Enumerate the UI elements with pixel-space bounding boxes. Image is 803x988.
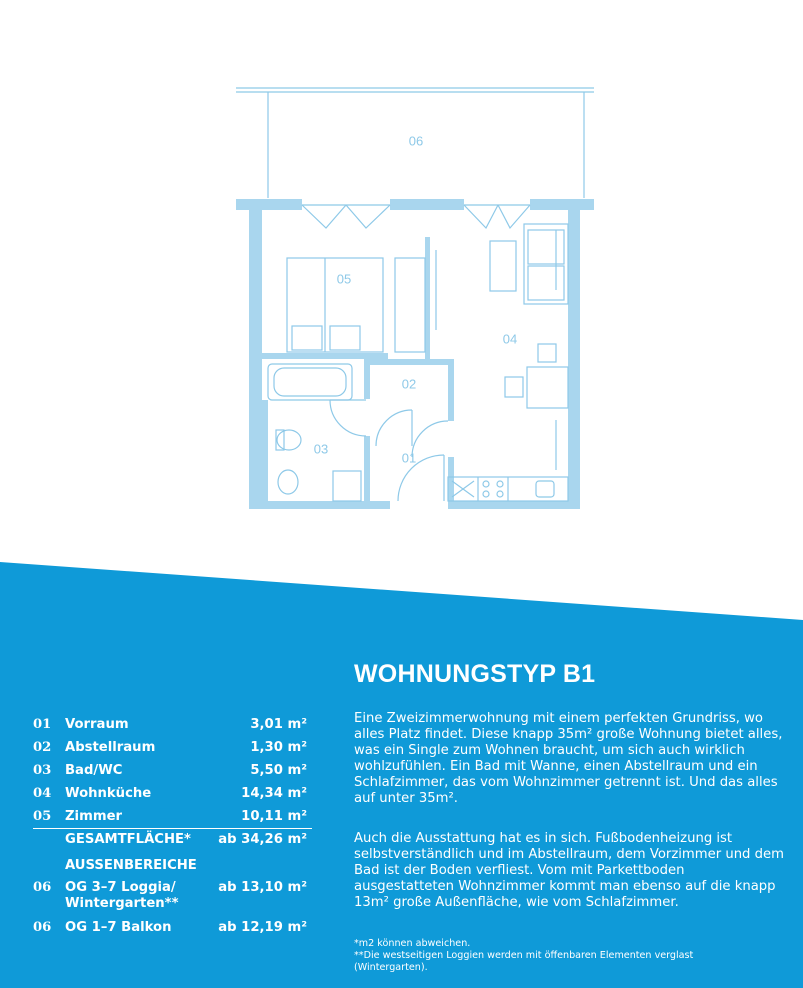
- room-label-02: 02: [401, 376, 417, 392]
- room-area: 14,34 m²: [241, 786, 307, 801]
- footnote: [354, 938, 734, 974]
- total-area: ab 34,26 m²: [218, 832, 307, 847]
- room-name: OG 3–7 Loggia/ Wintergarten**: [65, 880, 179, 911]
- footnote-line: **Die westseitigen Loggien werden mit öffenbaren Elementen verglast (Wintergarten).: [354, 950, 694, 973]
- description-paragraph: Auch die Ausstattung hat es in sich. Fußbodenheizung ist selbstverständlich und im Abstellraum, dem Vorzimmer und dem Bad ist der Boden verfliest. Vom mit Parkettboden ausgestatteten Wohnzimmer kommt man ebenso auf die knapp 13m² große Außenfläche, wie vom Schlafzimmer.: [354, 831, 784, 910]
- room-area: 1,30 m²: [250, 740, 307, 755]
- room-label-05: 05: [336, 271, 352, 287]
- total-row: [33, 832, 311, 858]
- room-number: 05: [33, 809, 52, 824]
- outdoor-heading: [33, 858, 311, 880]
- footnote-line: *m2 können abweichen.: [354, 938, 471, 949]
- room-number: 01: [33, 717, 52, 732]
- room-number: 02: [33, 740, 52, 755]
- room-name: Wohnküche: [65, 786, 152, 801]
- room-area: ab 13,10 m²: [218, 880, 307, 895]
- room-name: Abstellraum: [65, 740, 156, 755]
- room-area: 5,50 m²: [250, 763, 307, 778]
- room-number: 06: [33, 920, 52, 935]
- room-label-06: 06: [408, 133, 424, 149]
- room-row: [33, 740, 311, 763]
- total-divider: [33, 828, 312, 829]
- room-name: Bad/WC: [65, 763, 123, 778]
- room-number: 03: [33, 763, 52, 778]
- room-number: 06: [33, 880, 52, 895]
- room-list: [33, 717, 311, 943]
- outdoor-heading-text: AUSSENBEREICHE: [65, 858, 197, 873]
- outdoor-row: [33, 880, 311, 920]
- outdoor-row: [33, 920, 311, 943]
- room-label-03: 03: [313, 441, 329, 457]
- room-number: 04: [33, 786, 52, 801]
- room-area: ab 12,19 m²: [218, 920, 307, 935]
- room-name: Vorraum: [65, 717, 129, 732]
- room-row: [33, 717, 311, 740]
- room-label-01: 01: [401, 450, 417, 466]
- room-area: 10,11 m²: [241, 809, 307, 824]
- room-name: OG 1–7 Balkon: [65, 920, 172, 935]
- room-area: 3,01 m²: [250, 717, 307, 732]
- page-title: WOHNUNGSTYP B1: [354, 660, 596, 688]
- room-row: [33, 763, 311, 786]
- room-row: [33, 786, 311, 809]
- description-paragraph: Eine Zweizimmerwohnung mit einem perfekten Grundriss, wo alles Platz findet. Diese knapp 35m² große Wohnung bietet alles, was ein Single zum Wohnen braucht, um sich auch wirklich wohlzufühlen. Ein Bad mit Wanne, einen Abstellraum und ein Schlafzimmer, das vom Wohnzimmer getrennt ist. Und das alles auf unter 35m².: [354, 711, 783, 806]
- room-label-04: 04: [502, 331, 518, 347]
- total-label: GESAMTFLÄCHE*: [65, 832, 191, 847]
- room-name: Zimmer: [65, 809, 123, 824]
